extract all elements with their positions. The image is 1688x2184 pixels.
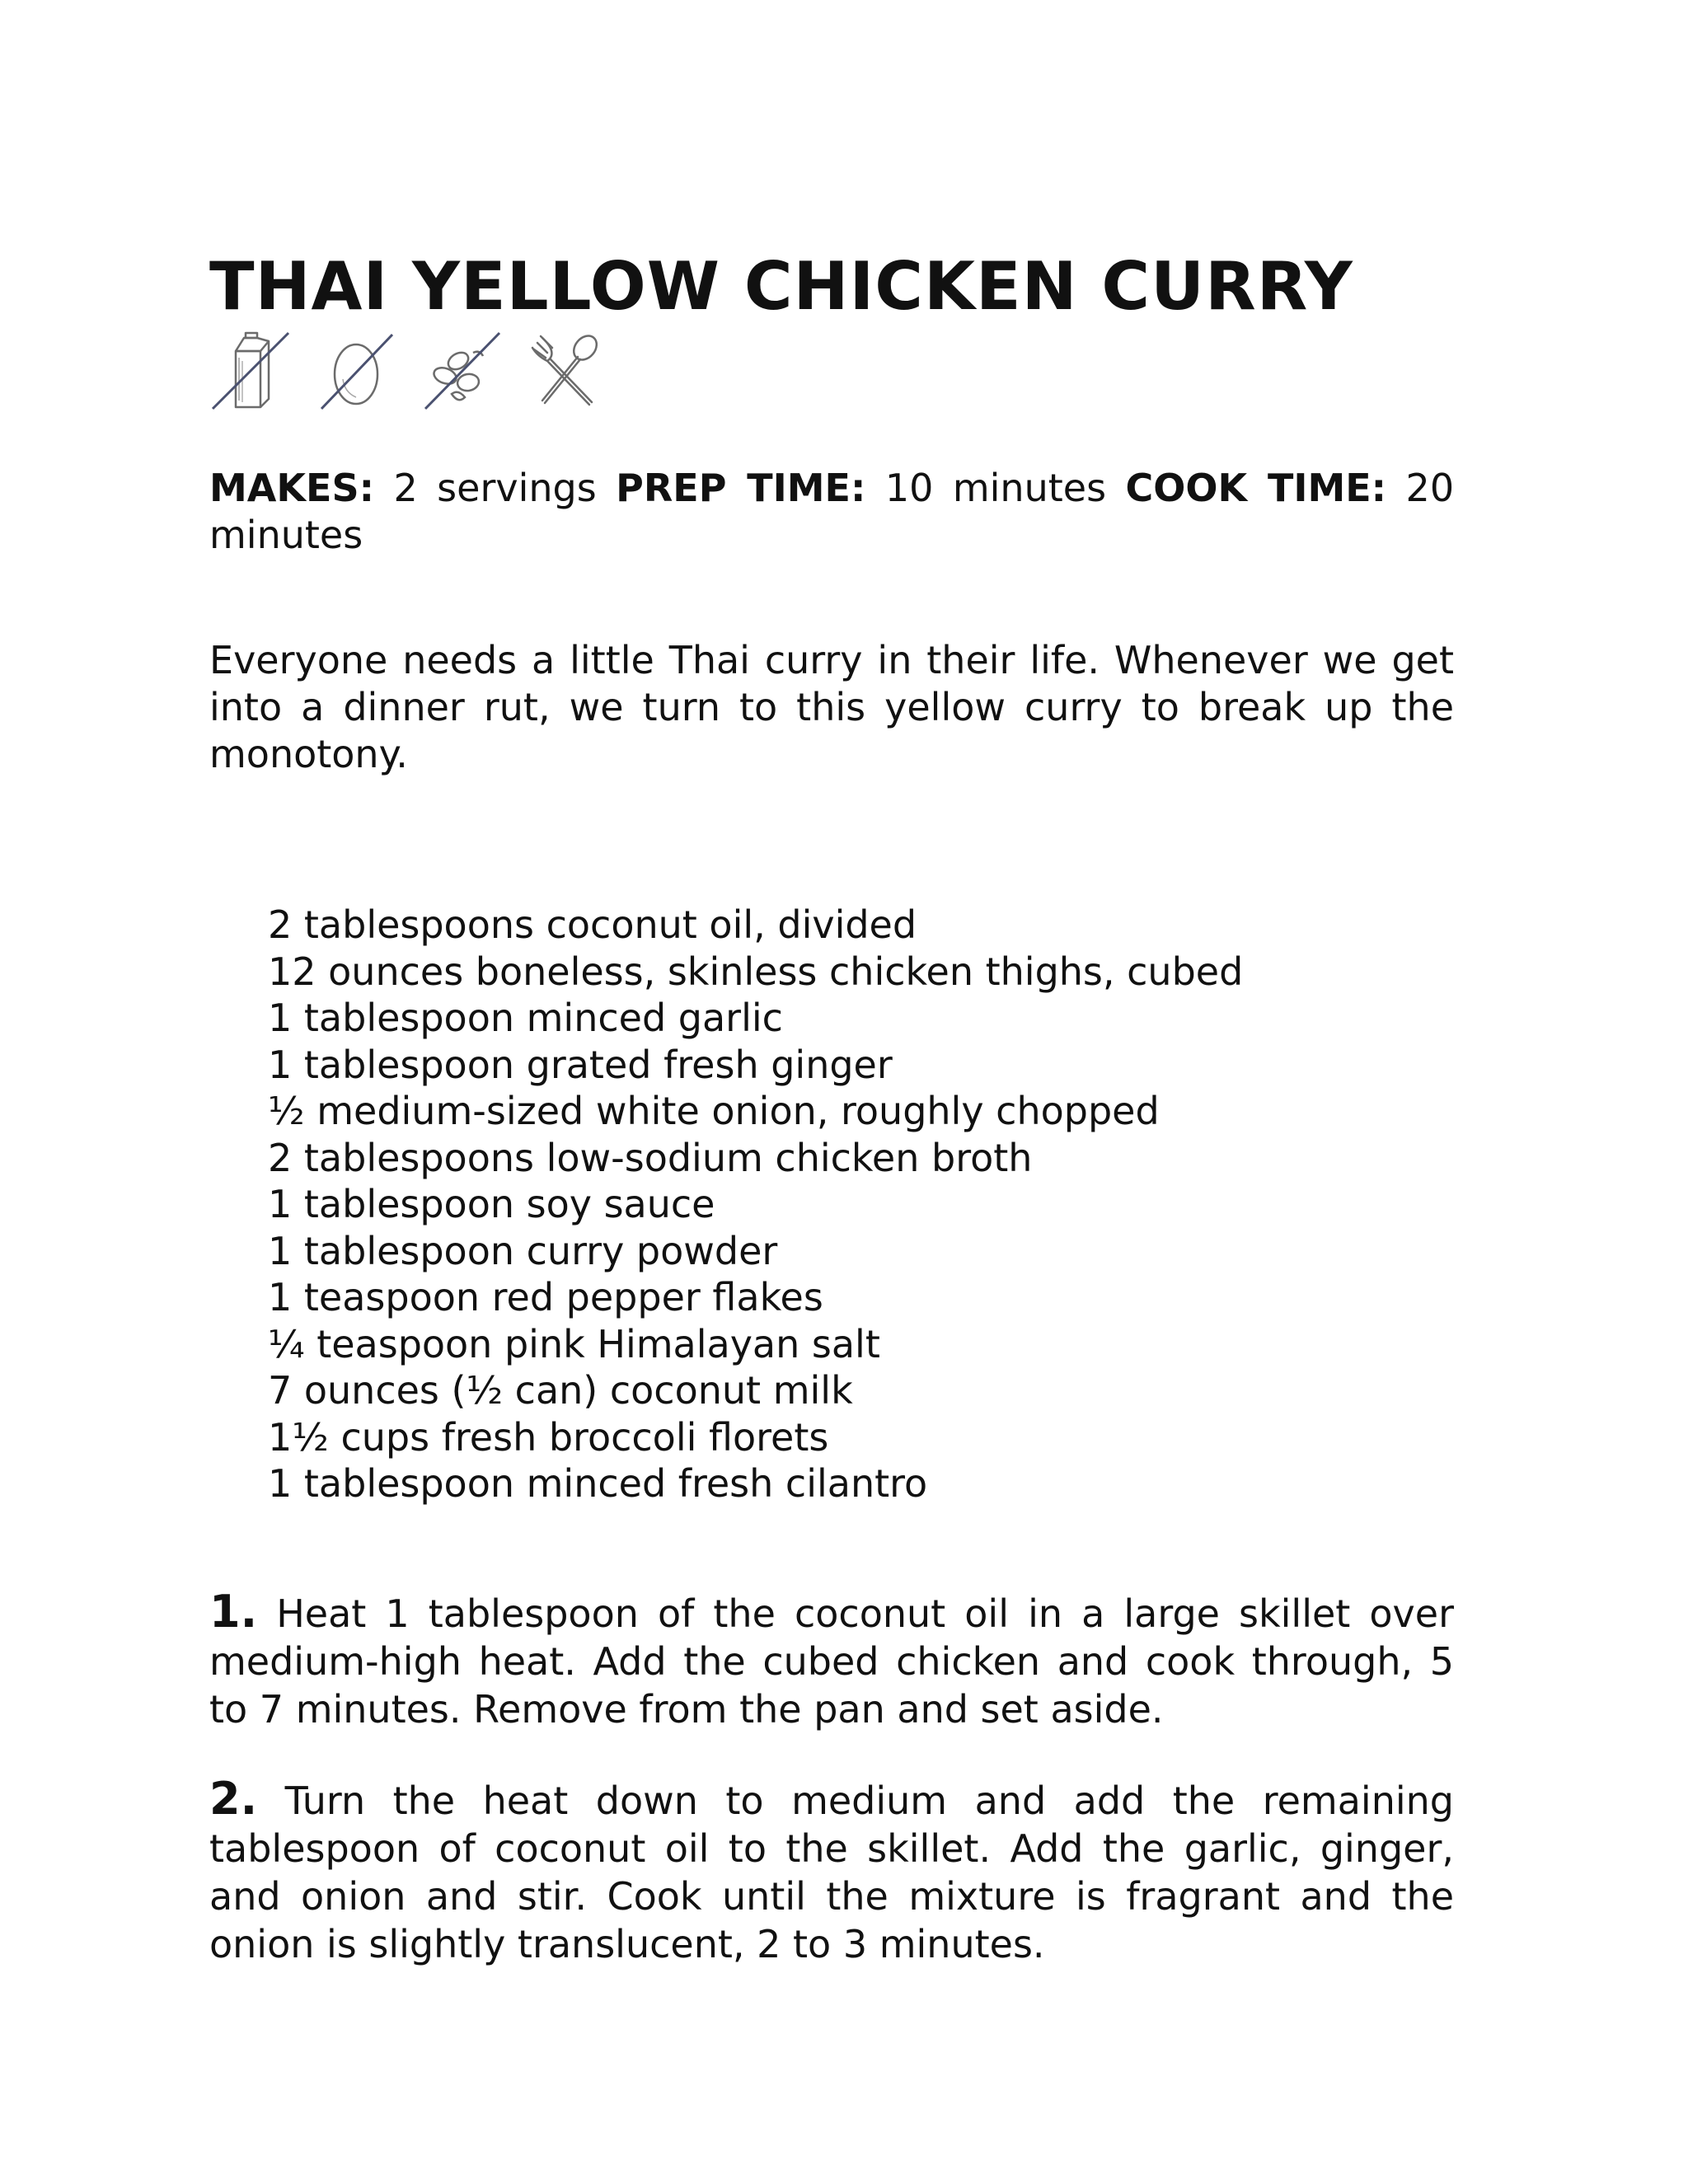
instructions xyxy=(209,1585,1454,1968)
step-text: Turn the heat down to medium and add the remaining tablespoon of coconut oil to the skillet. Add the garlic, ginger, and onion and stir. Cook until the mixture is fragrant and the onion is slightly translucent, 2 to 3 minutes. xyxy=(209,1778,1454,1966)
ingredient-item: ¼ teaspoon pink Himalayan salt xyxy=(268,1321,880,1366)
ingredient-item: 7 ounces (½ can) coconut milk xyxy=(268,1368,853,1413)
recipe-title: THAI YELLOW CHICKEN CURRY xyxy=(209,248,1353,325)
ingredient-item: 1 teaspoon red pepper flakes xyxy=(268,1275,823,1319)
ingredient-item: 2 tablespoons low-sodium chicken broth xyxy=(268,1135,1033,1180)
ingredient-item: 1 tablespoon minced garlic xyxy=(268,996,783,1040)
recipe-page xyxy=(209,247,1454,2010)
ingredient-item: 1½ cups fresh broccoli florets xyxy=(268,1414,829,1460)
ingredient-item: 12 ounces boneless, skinless chicken thighs, cubed xyxy=(268,949,1244,994)
step-number: 2. xyxy=(209,1772,258,1825)
ingredients-list xyxy=(209,902,1454,1507)
makes-label: MAKES: xyxy=(209,466,374,510)
instruction-step xyxy=(209,1585,1454,1733)
prep-time-label: PREP TIME: xyxy=(616,466,866,510)
step-number: 1. xyxy=(209,1585,258,1638)
utensils-icon xyxy=(526,328,608,414)
dairy-free-icon xyxy=(209,328,292,414)
recipe-intro: Everyone needs a little Thai curry in their life. Whenever we get into a dinner rut, we turn to this yellow curry to break up the monotony. xyxy=(209,638,1454,776)
egg-free-icon xyxy=(315,328,397,414)
cook-time-label: COOK TIME: xyxy=(1125,466,1387,510)
prep-time-value: 10 minutes xyxy=(884,466,1107,510)
ingredient-item: ½ medium-sized white onion, roughly chopped xyxy=(268,1089,1160,1133)
cook-time-value: 20 minutes xyxy=(209,466,1455,557)
step-text: Heat 1 tablespoon of the coconut oil in a large skillet over medium-high heat. Add the cubed chicken and cook through, 5 to 7 minutes. Remove from the pan and set aside. xyxy=(209,1591,1454,1732)
ingredient-item: 1 tablespoon curry powder xyxy=(268,1228,778,1273)
dietary-icons xyxy=(209,328,1454,414)
ingredient-item: 2 tablespoons coconut oil, divided xyxy=(268,902,917,947)
makes-value: 2 servings xyxy=(393,466,597,510)
instruction-step xyxy=(209,1772,1454,1968)
ingredient-item: 1 tablespoon minced fresh cilantro xyxy=(268,1461,928,1506)
ingredient-item: 1 tablespoon grated fresh ginger xyxy=(268,1042,893,1087)
nut-free-icon xyxy=(420,328,503,414)
ingredient-item: 1 tablespoon soy sauce xyxy=(268,1182,715,1226)
recipe-meta xyxy=(209,465,1454,559)
